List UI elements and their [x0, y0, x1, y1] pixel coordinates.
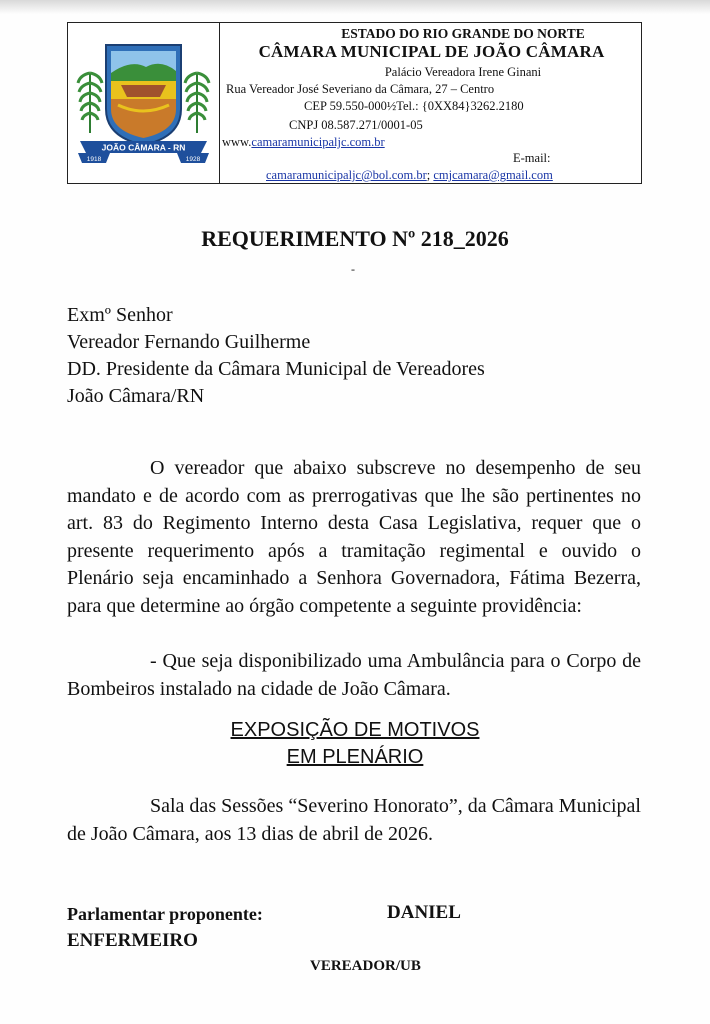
document-title: REQUERIMENTO Nº 218_2026 [201, 226, 509, 251]
municipal-coat-of-arms [76, 41, 211, 166]
logo-cell [68, 23, 220, 183]
logo-banner [78, 141, 209, 163]
title-dash: - [351, 262, 355, 276]
email-label: E-mail: [513, 151, 551, 165]
chamber-name: CÂMARA MUNICIPAL DE JOÃO CÂMARA [258, 42, 605, 61]
proponent-label: Parlamentar proponente: [67, 904, 263, 924]
addressee-line: DD. Presidente da Câmara Municipal de Vereadores [67, 358, 485, 380]
addressee-line: Vereador Fernando Guilherme [67, 331, 311, 353]
right-palm-icon [185, 73, 209, 133]
logo-year-left: 1918 [86, 156, 102, 163]
exposition-heading-1: EXPOSIÇÃO DE MOTIVOS [230, 719, 480, 741]
cnpj: CNPJ 08.587.271/0001-05 [289, 118, 423, 132]
requested-action [67, 648, 641, 703]
email-link-bol[interactable]: camaramunicipaljc@bol.com.br [266, 168, 427, 182]
palace-name: Palácio Vereadora Irene Ginani [384, 65, 542, 79]
shield-icon [106, 45, 181, 145]
signer-first-name: DANIEL [387, 902, 461, 923]
closing-paragraph [67, 793, 641, 848]
addressee-line: Exmº Senhor [67, 304, 173, 326]
request-body [67, 455, 641, 620]
email-link-gmail[interactable]: cmjcamara@gmail.com [433, 168, 553, 182]
street-address: Rua Vereador José Severiano da Câmara, 27 – Centro [226, 82, 495, 96]
www-prefix: www. [222, 135, 252, 149]
request-body-text: O vereador que abaixo subscreve no desempenho de seu mandato e de acordo com as prerrogativas que lhe são pertinentes no art. 83 do Regimento Interno desta Casa Legislativa, requer que o presente requerimento após a tramitação regimental e ouvido o Plenário seja encaminhado a Senhora Governadora, Fátima Bezerra, para que determine ao órgão competente a seguinte providência: [67, 457, 641, 617]
exposition-heading-2: EM PLENÁRIO [286, 746, 424, 768]
requested-action-text: - Que seja disponibilizado uma Ambulância para o Corpo de Bombeiros instalado na cidade de João Câmara. [67, 650, 641, 700]
addressee-line: João Câmara/RN [67, 385, 205, 407]
signer-role: VEREADOR/UB [310, 958, 421, 974]
state-name: ESTADO DO RIO GRANDE DO NORTE [341, 26, 585, 41]
website-line [222, 135, 385, 150]
letterhead [67, 22, 642, 184]
left-palm-icon [78, 73, 102, 133]
closing-text: Sala das Sessões “Severino Honorato”, da Câmara Municipal de João Câmara, aos 13 dias de abril de 2026. [67, 795, 641, 845]
email-separator: ; [426, 168, 434, 182]
website-link[interactable]: camaramunicipaljc.com.br [251, 135, 385, 149]
email-line [266, 168, 553, 183]
cep-phone: CEP 59.550-000½Tel.: {0XX84}3262.2180 [304, 99, 524, 113]
logo-banner-text: JOÃO CÂMARA - RN [101, 142, 186, 153]
logo-year-right: 1928 [185, 156, 201, 163]
top-shadow [0, 0, 710, 14]
signer-last-name: ENFERMEIRO [67, 930, 198, 951]
